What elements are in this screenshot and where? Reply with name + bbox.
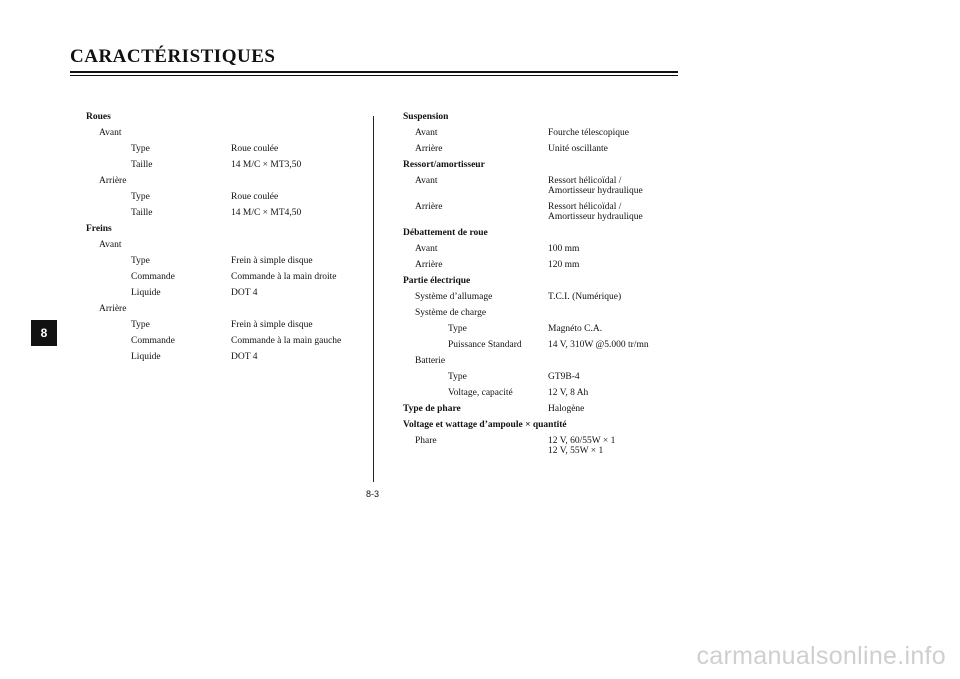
spec-value: DOT 4	[231, 288, 258, 298]
spec-value: Ressort hélicoïdal /	[548, 176, 622, 186]
spec-label: Avant	[415, 176, 438, 186]
spec-label: Commande	[131, 272, 175, 282]
spec-label: Type	[448, 324, 467, 334]
heading-suspension: Suspension	[403, 112, 449, 122]
heading-type-phare: Type de phare	[403, 404, 461, 414]
spec-value: 120 mm	[548, 260, 580, 270]
subheading-roues-arriere: Arrière	[99, 176, 127, 186]
spec-label: Voltage, capacité	[448, 388, 513, 398]
subheading-charge: Système de charge	[415, 308, 487, 318]
spec-value: Commande à la main droite	[231, 272, 337, 282]
title-rule-thick	[70, 71, 678, 73]
spec-value: Roue coulée	[231, 144, 279, 154]
spec-value: Amortisseur hydraulique	[548, 212, 643, 222]
heading-debattement: Débattement de roue	[403, 228, 488, 238]
spec-label: Arrière	[415, 144, 443, 154]
spec-label: Type	[131, 320, 150, 330]
page-number: 8-3	[366, 489, 380, 499]
spec-label: Arrière	[415, 260, 443, 270]
spec-label: Type	[448, 372, 467, 382]
spec-value: 14 M/C × MT3,50	[231, 160, 302, 170]
spec-value: Halogène	[548, 404, 585, 414]
title-rule-thin	[70, 75, 678, 76]
spec-label: Commande	[131, 336, 175, 346]
spec-label: Puissance Standard	[448, 340, 522, 350]
spec-value: Frein à simple disque	[231, 256, 313, 266]
spec-value: T.C.I. (Numérique)	[548, 292, 622, 302]
spec-value: 12 V, 60/55W × 1	[548, 436, 616, 446]
spec-label: Taille	[131, 208, 153, 218]
heading-freins: Freins	[86, 224, 112, 234]
spec-label: Système d’allumage	[415, 292, 493, 302]
spec-value: 14 M/C × MT4,50	[231, 208, 302, 218]
spec-value: Fourche télescopique	[548, 128, 629, 138]
spec-value: Roue coulée	[231, 192, 279, 202]
spec-value: Magnéto C.A.	[548, 324, 603, 334]
spec-label: Arrière	[415, 202, 443, 212]
subheading-batterie: Batterie	[415, 356, 446, 366]
spec-label: Type	[131, 144, 150, 154]
spec-label: Phare	[415, 436, 437, 446]
spec-value: Frein à simple disque	[231, 320, 313, 330]
heading-electrique: Partie électrique	[403, 276, 471, 286]
heading-voltage-wattage: Voltage et wattage d’ampoule × quantité	[403, 420, 567, 430]
spec-label: Taille	[131, 160, 153, 170]
heading-ressort: Ressort/amortisseur	[403, 160, 485, 170]
spec-value: Ressort hélicoïdal /	[548, 202, 622, 212]
heading-roues: Roues	[86, 112, 111, 122]
spec-value: 12 V, 55W × 1	[548, 446, 604, 456]
spec-value: Amortisseur hydraulique	[548, 186, 643, 196]
spec-value: 12 V, 8 Ah	[548, 388, 589, 398]
column-divider	[373, 116, 374, 482]
spec-value: DOT 4	[231, 352, 258, 362]
spec-label: Avant	[415, 128, 438, 138]
spec-value: 100 mm	[548, 244, 580, 254]
subheading-freins-arriere: Arrière	[99, 304, 127, 314]
spec-value: Commande à la main gauche	[231, 336, 342, 346]
watermark: carmanualsonline.info	[696, 642, 946, 670]
spec-value: 14 V, 310W @5.000 tr/mn	[548, 340, 649, 350]
spec-value: GT9B-4	[548, 372, 580, 382]
spec-label: Liquide	[131, 288, 161, 298]
spec-label: Liquide	[131, 352, 161, 362]
spec-value: Unité oscillante	[548, 144, 608, 154]
page-title: CARACTÉRISTIQUES	[70, 46, 276, 67]
spec-label: Type	[131, 256, 150, 266]
spec-label: Avant	[415, 244, 438, 254]
section-tab: 8	[31, 320, 57, 346]
subheading-freins-avant: Avant	[99, 240, 122, 250]
subheading-roues-avant: Avant	[99, 128, 122, 138]
spec-label: Type	[131, 192, 150, 202]
